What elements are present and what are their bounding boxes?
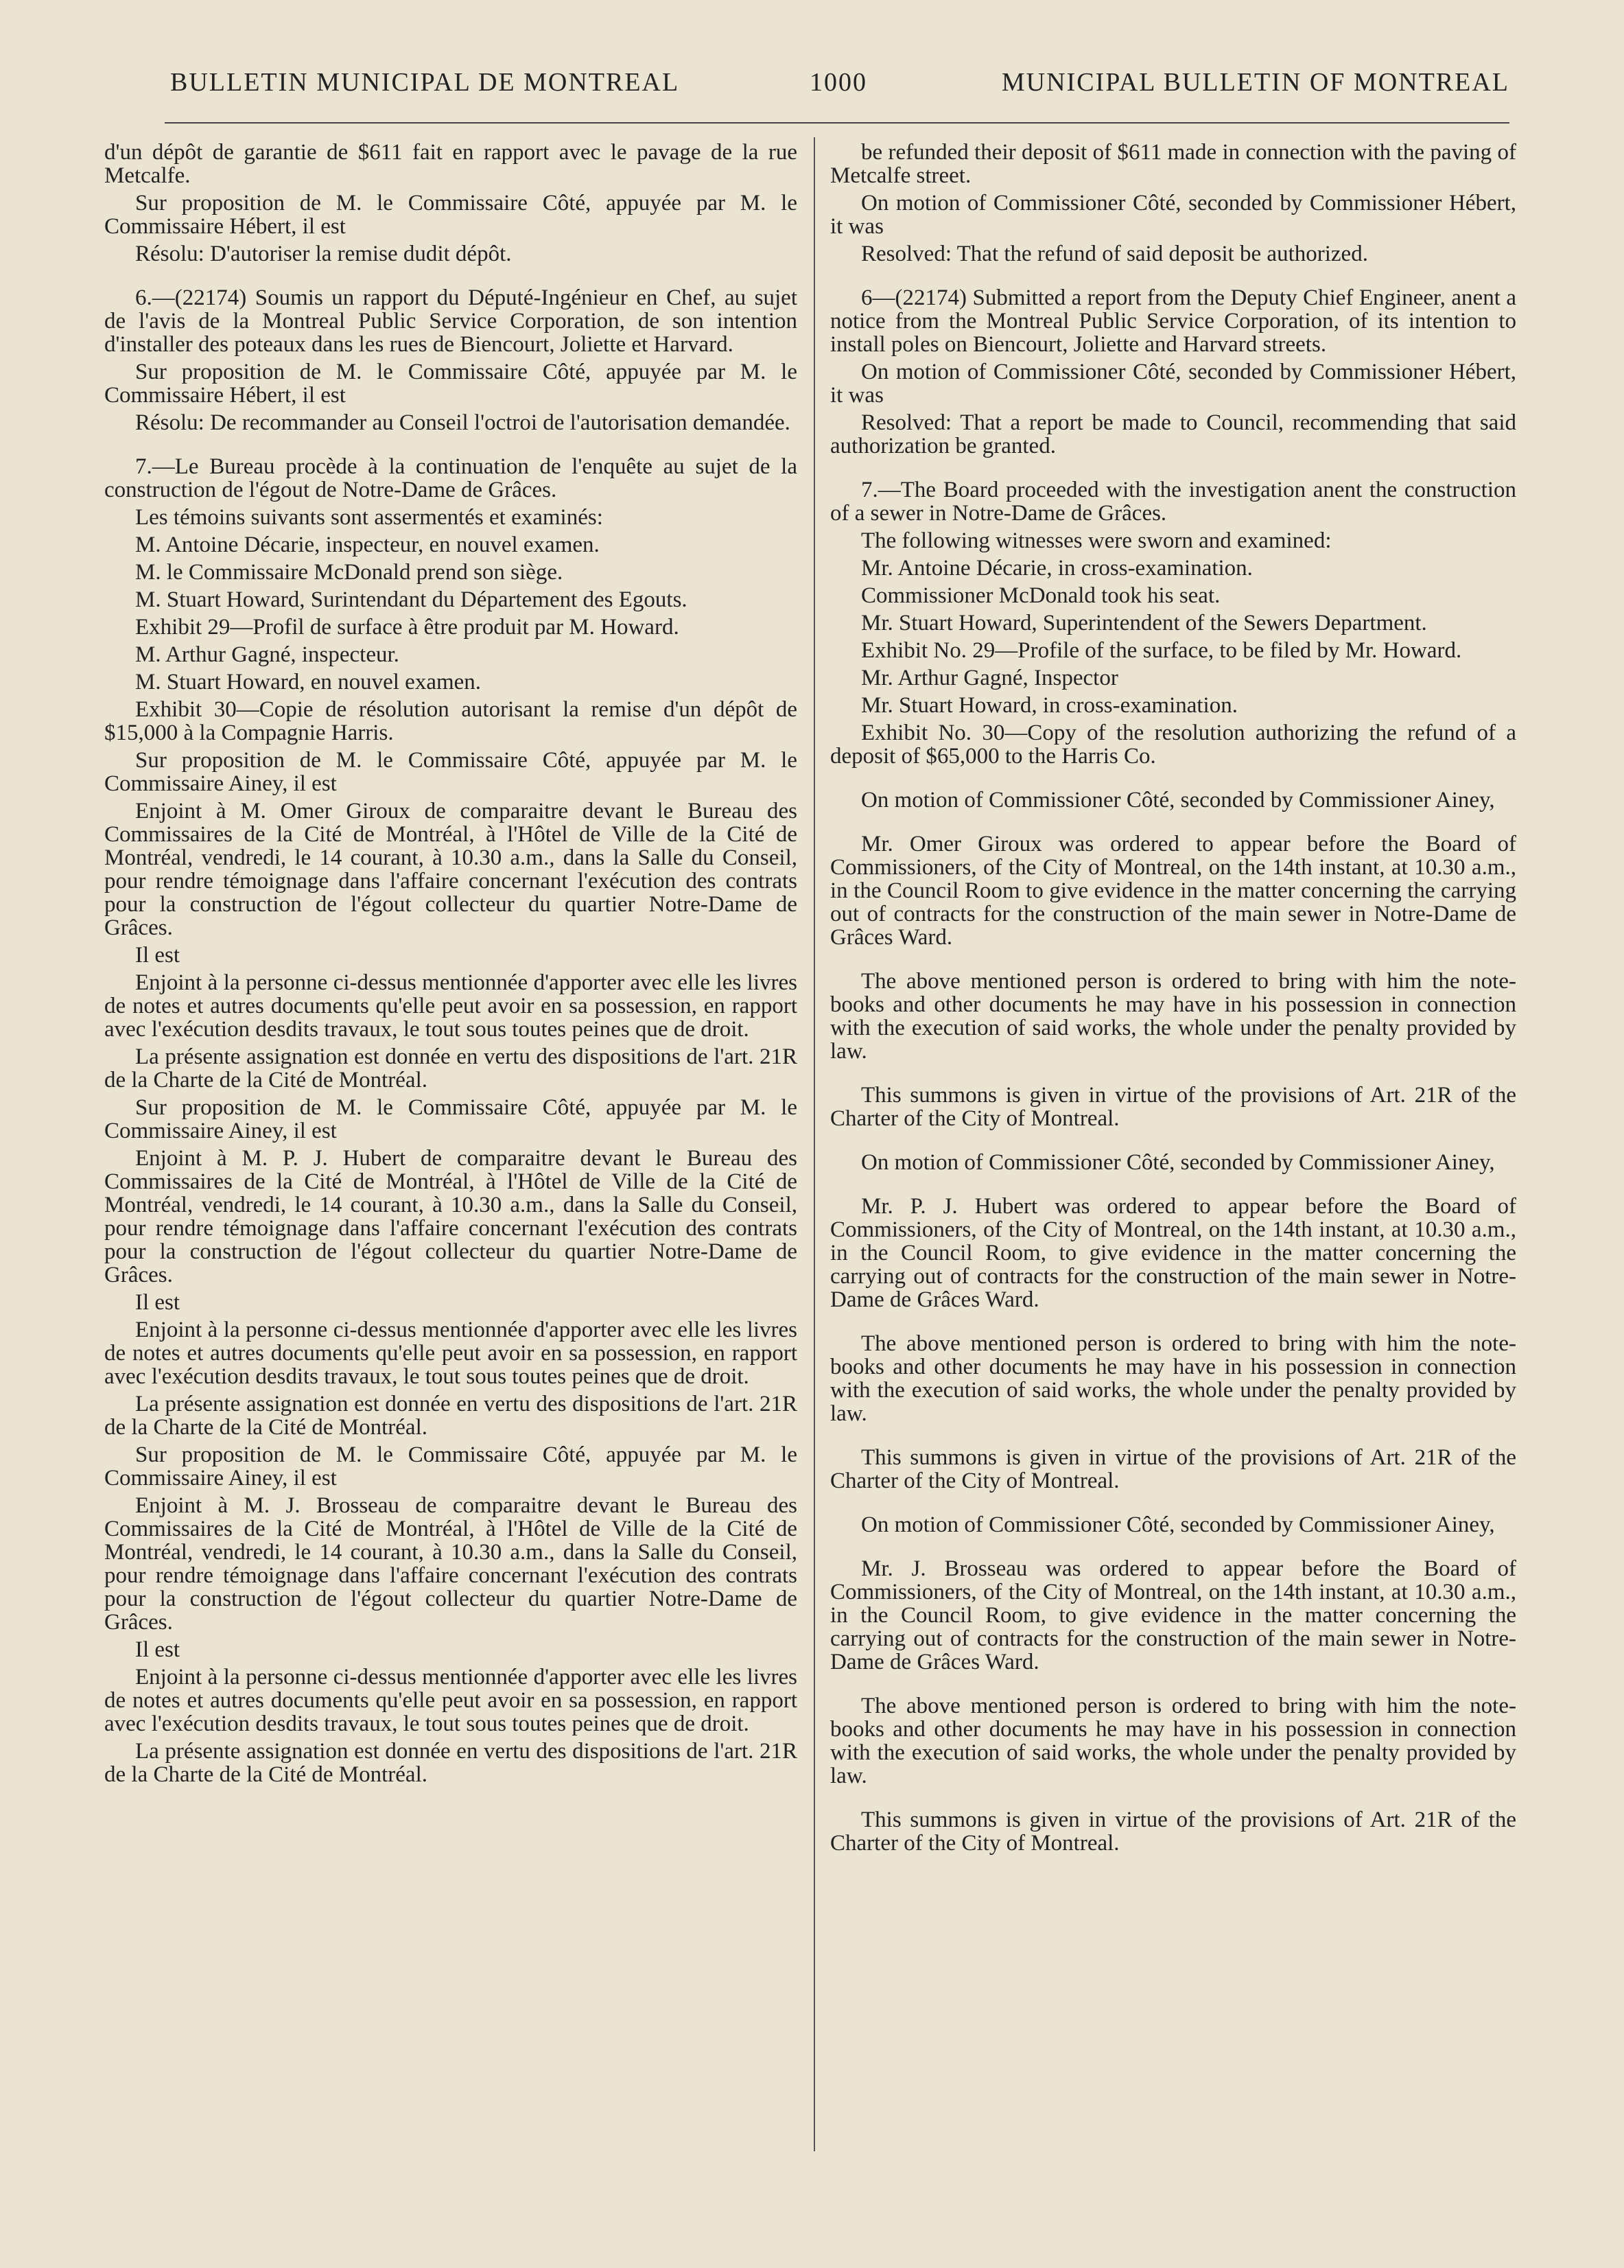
paragraph: Resolved: That a report be made to Council, recommending that said authorization be granted. [830, 410, 1516, 458]
paragraph: On motion of Commissioner Côté, seconded by Commissioner Hébert, it was [830, 360, 1516, 408]
paragraph: Exhibit 30—Copie de résolution autorisant la remise d'un dépôt de $15,000 à la Compagnie Harris. [104, 697, 797, 745]
paragraph: This summons is given in virtue of the provisions of Art. 21R of the Charter of the City of Montreal. [830, 1808, 1516, 1856]
paragraph: On motion of Commissioner Côté, seconded by Commissioner Hébert, it was [830, 191, 1516, 239]
paragraph: Les témoins suivants sont assermentés et examinés: [135, 505, 603, 530]
french-column [104, 141, 797, 1790]
paragraph: On motion of Commissioner Côté, seconded by Commissioner Ainey, [861, 1512, 1495, 1537]
paragraph: Sur proposition de M. le Commissaire Côté, appuyée par M. le Commissaire Ainey, il est [104, 748, 797, 796]
paragraph: M. Antoine Décarie, inspecteur, en nouvel examen. [135, 533, 600, 557]
paragraph: This summons is given in virtue of the provisions of Art. 21R of the Charter of the City of Montreal. [830, 1083, 1516, 1131]
paragraph: M. Stuart Howard, Surintendant du Département des Egouts. [135, 587, 687, 612]
paragraph: Exhibit No. 29—Profile of the surface, to be filed by Mr. Howard. [861, 638, 1462, 663]
paragraph: Résolu: De recommander au Conseil l'octroi de l'autorisation demandée. [135, 410, 790, 435]
paragraph: Enjoint à M. P. J. Hubert de comparaitre devant le Bureau des Commissaires de la Cité de Montréal, à l'Hôtel de Ville de la Cité de Montréal, vendredi, le 14 courant, à 10.30 a.m., dans la Salle du Conseil, pour rendre témoignage dans l'affaire concernant l'exécution des contrats pour la construction de l'égout collecteur du quartier Notre-Dame de Grâces. [104, 1146, 797, 1287]
paragraph: Enjoint à la personne ci-dessus mentionnée d'apporter avec elle les livres de notes et autres documents qu'elle peut avoir en sa possession, en rapport avec l'exécution desdits travaux, le tout sous toutes peines que de droit. [104, 1665, 797, 1736]
paragraph: Commissioner McDonald took his seat. [861, 583, 1221, 608]
paragraph: Mr. J. Brosseau was ordered to appear before the Board of Commissioners, of the City of Montreal, on the 14th instant, at 10.30 a.m., in the Council Room, to give evidence in the matter concerning the carrying out of contracts for the construction of the main sewer in Notre-Dame de Grâces Ward. [830, 1556, 1516, 1674]
paragraph: Sur proposition de M. le Commissaire Côté, appuyée par M. le Commissaire Hébert, il est [104, 191, 797, 239]
paragraph: Mr. Arthur Gagné, Inspector [861, 666, 1118, 690]
paragraph: Resolved: That the refund of said deposit be authorized. [861, 242, 1368, 266]
paragraph: 7.—The Board proceeded with the investigation anent the construction of a sewer in Notre-Dame de Grâces. [830, 478, 1516, 526]
paragraph: 7.—Le Bureau procède à la continuation de l'enquête au sujet de la construction de l'égout de Notre-Dame de Grâces. [104, 454, 797, 502]
header-title-english: MUNICIPAL BULLETIN OF MONTREAL [1001, 68, 1509, 97]
column-divider [814, 137, 815, 2151]
paragraph: Mr. Omer Giroux was ordered to appear before the Board of Commissioners, of the City of Montreal, on the 14th instant, at 10.30 a.m., in the Council Room to give evidence in the matter concerning the carrying out of contracts for the construction of the main sewer in Notre-Dame de Grâces Ward. [830, 832, 1516, 950]
paragraph: Enjoint à la personne ci-dessus mentionnée d'apporter avec elle les livres de notes et autres documents qu'elle peut avoir en sa possession, en rapport avec l'exécution desdits travaux, le tout sous toutes peines que de droit. [104, 1318, 797, 1389]
paragraph: The above mentioned person is ordered to bring with him the note-books and other documents he may have in his possession in connection with the execution of said works, the whole under the penalty provided by law. [830, 1694, 1516, 1788]
page-number: 1000 [810, 68, 867, 97]
paragraph: The above mentioned person is ordered to bring with him the note-books and other documents he may have in his possession in connection with the execution of said works, the whole under the penalty provided by law. [830, 969, 1516, 1064]
paragraph: Enjoint à la personne ci-dessus mentionnée d'apporter avec elle les livres de notes et autres documents qu'elle peut avoir en sa possession, en rapport avec l'exécution desdits travaux, le tout sous toutes peines que de droit. [104, 970, 797, 1042]
paragraph: La présente assignation est donnée en vertu des dispositions de l'art. 21R de la Charte de la Cité de Montréal. [104, 1739, 797, 1787]
paragraph: La présente assignation est donnée en vertu des dispositions de l'art. 21R de la Charte de la Cité de Montréal. [104, 1392, 797, 1440]
paragraph: Sur proposition de M. le Commissaire Côté, appuyée par M. le Commissaire Ainey, il est [104, 1442, 797, 1490]
paragraph: Mr. P. J. Hubert was ordered to appear before the Board of Commissioners, of the City of Montreal, on the 14th instant, at 10.30 a.m., in the Council Room, to give evidence in the matter concerning the carrying out of contracts for the construction of the main sewer in Notre-Dame de Grâces Ward. [830, 1194, 1516, 1312]
paragraph: Exhibit 29—Profil de surface à être produit par M. Howard. [135, 615, 679, 640]
paragraph: Sur proposition de M. le Commissaire Côté, appuyée par M. le Commissaire Ainey, il est [104, 1095, 797, 1143]
paragraph: The following witnesses were sworn and examined: [861, 528, 1332, 553]
paragraph: 6.—(22174) Soumis un rapport du Député-Ingénieur en Chef, au sujet de l'avis de la Montreal Public Service Corporation, de son intention d'installer des poteaux dans les rues de Biencourt, Joliette et Harvard. [104, 285, 797, 357]
paragraph: On motion of Commissioner Côté, seconded by Commissioner Ainey, [861, 788, 1495, 812]
paragraph: M. Stuart Howard, en nouvel examen. [135, 670, 482, 694]
paragraph: Sur proposition de M. le Commissaire Côté, appuyée par M. le Commissaire Hébert, il est [104, 360, 797, 408]
paragraph: The above mentioned person is ordered to bring with him the note-books and other documents he may have in his possession in connection with the execution of said works, the whole under the penalty provided by law. [830, 1331, 1516, 1426]
paragraph: Résolu: D'autoriser la remise dudit dépôt. [135, 242, 512, 266]
paragraph: La présente assignation est donnée en vertu des dispositions de l'art. 21R de la Charte de la Cité de Montréal. [104, 1044, 797, 1092]
header-rule [165, 122, 1509, 124]
paragraph: Il est [135, 943, 180, 968]
paragraph: d'un dépôt de garantie de $611 fait en rapport avec le pavage de la rue Metcalfe. [104, 140, 797, 188]
paragraph: be refunded their deposit of $611 made in connection with the paving of Metcalfe street. [830, 140, 1516, 188]
paragraph: This summons is given in virtue of the provisions of Art. 21R of the Charter of the City of Montreal. [830, 1445, 1516, 1493]
paragraph: On motion of Commissioner Côté, seconded by Commissioner Ainey, [861, 1150, 1495, 1175]
english-column [830, 141, 1516, 1859]
header-title-french: BULLETIN MUNICIPAL DE MONTREAL [170, 68, 680, 97]
paragraph: Mr. Antoine Décarie, in cross-examination. [861, 556, 1253, 581]
paragraph: Enjoint à M. Omer Giroux de comparaitre devant le Bureau des Commissaires de la Cité de Montréal, à l'Hôtel de Ville de la Cité de Montréal, vendredi, le 14 courant, à 10.30 a.m., dans la Salle du Conseil, pour rendre témoignage dans l'affaire concernant l'exécution des contrats pour la construction de l'égout collecteur du quartier Notre-Dame de Grâces. [104, 799, 797, 940]
paragraph: Mr. Stuart Howard, in cross-examination. [861, 693, 1238, 718]
paragraph: Mr. Stuart Howard, Superintendent of the Sewers Department. [861, 611, 1427, 635]
paragraph: Il est [135, 1637, 180, 1662]
paragraph: Il est [135, 1290, 180, 1315]
paragraph: Exhibit No. 30—Copy of the resolution authorizing the refund of a deposit of $65,000 to the Harris Co. [830, 721, 1516, 769]
paragraph: 6—(22174) Submitted a report from the Deputy Chief Engineer, anent a notice from the Montreal Public Service Corporation, of its intention to install poles on Biencourt, Joliette and Harvard streets. [830, 285, 1516, 357]
paragraph: M. Arthur Gagné, inspecteur. [135, 642, 399, 667]
page-header [165, 67, 1509, 122]
paragraph: Enjoint à M. J. Brosseau de comparaitre devant le Bureau des Commissaires de la Cité de Montréal, à l'Hôtel de Ville de la Cité de Montréal, vendredi, le 14 courant, à 10.30 a.m., dans la Salle du Conseil, pour rendre témoignage dans l'affaire concernant l'exécution des contrats pour la construction de l'égout collecteur du quartier Notre-Dame de Grâces. [104, 1493, 797, 1635]
paragraph: M. le Commissaire McDonald prend son siège. [135, 560, 563, 585]
